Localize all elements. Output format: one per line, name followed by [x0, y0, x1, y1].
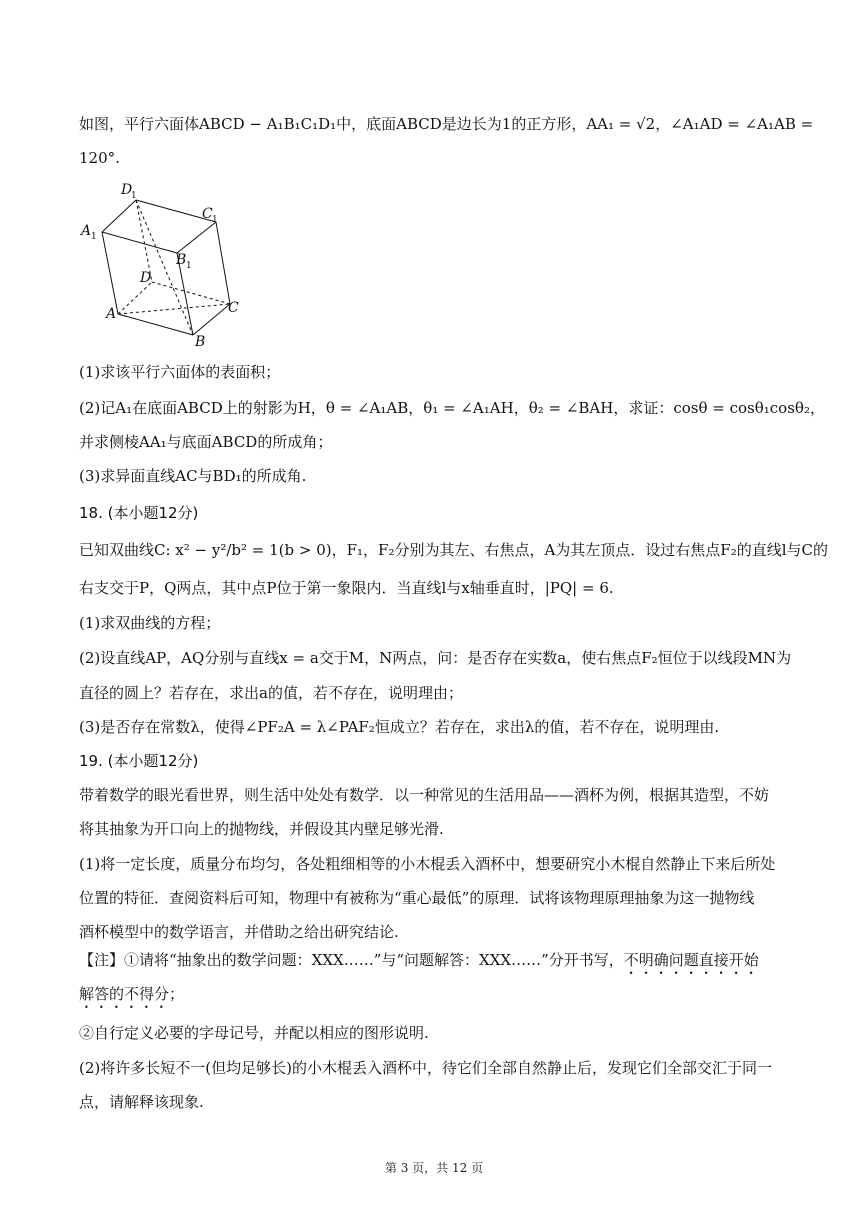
- q19-part1-line2: 位置的特征．查阅资料后可知，物理中有被称为“重心最低”的原理．试将该物理原理抽象为这一抛物线: [79, 889, 755, 907]
- q19-heading: 19. (本小题12分): [79, 752, 199, 770]
- q19-part2-line2: 点，请解释该现象.: [79, 1093, 204, 1111]
- label-A1-sub: 1: [91, 232, 97, 242]
- q19-line1: 带着数学的眼光看世界，则生活中处处有数学．以一种常见的生活用品——酒杯为例，根据其造型，不妨: [79, 786, 770, 804]
- q18-part2-line1: (2)设直线AP，AQ分别与直线x = a交于M，N两点，问：是否存在实数a，使右焦点F₂恒位于以线段MN为: [79, 649, 792, 667]
- q17-part3: (3)求异面直线AC与BD₁的所成角.: [79, 467, 307, 485]
- parallelepiped-figure: [78, 178, 253, 350]
- label-D1: D: [121, 182, 133, 198]
- q17-intro-line2: 120°.: [79, 149, 120, 167]
- label-B1: B: [176, 252, 187, 268]
- label-D: D: [140, 270, 152, 286]
- q18-heading: 18. (本小题12分): [79, 504, 199, 522]
- q18-part2-line2: 直径的圆上？若存在，求出a的值，若不存在，说明理由；: [79, 684, 463, 702]
- label-B: B: [195, 334, 206, 350]
- q17-intro-line1: 如图，平行六面体ABCD − A₁B₁C₁D₁中，底面ABCD是边长为1的正方形，AA₁ = √2，∠A₁AD = ∠A₁AB =: [79, 115, 814, 133]
- q19-part2-line1: (2)将许多长短不一(但均足够长)的小木棍丢入酒杯中，待它们全部自然静止后，发现它们全部交汇于同一: [79, 1059, 772, 1077]
- label-A: A: [106, 306, 117, 322]
- q18-part3: (3)是否存在常数λ，使得∠PF₂A = λ∠PAF₂恒成立？若存在，求出λ的值，若不存在，说明理由.: [79, 718, 720, 736]
- label-D1-sub: 1: [131, 191, 137, 201]
- label-A1: A: [81, 223, 92, 239]
- q19-note-line2: [79, 984, 184, 1012]
- q18-line1: 已知双曲线C: x² − y²/b² = 1(b > 0)，F₁，F₂分别为其左、右焦点，A为其左顶点．设过右焦点F₂的直线l与C的: [79, 541, 829, 559]
- q17-part2-line2: 并求侧棱AA₁与底面ABCD的所成角；: [79, 433, 333, 451]
- q19-note-line1: [79, 950, 759, 978]
- label-C: C: [228, 300, 239, 316]
- label-C1-sub: 1: [212, 215, 218, 225]
- q19-line2: 将其抽象为开口向上的抛物线，并假设其内壁足够光滑.: [79, 820, 444, 838]
- q18-line2: 右支交于P，Q两点，其中点P位于第一象限内．当直线l与x轴垂直时，|PQ| = 6.: [79, 579, 614, 597]
- q17-part1: (1)求该平行六面体的表面积；: [79, 363, 281, 381]
- q19-note2: ②自行定义必要的字母记号，并配以相应的图形说明.: [79, 1024, 429, 1042]
- q19-part1-line3: 酒杯模型中的数学语言，并借助之给出研究结论.: [79, 923, 399, 941]
- label-C1: C: [202, 206, 213, 222]
- page-footer: 第 3 页，共 12 页: [384, 1161, 484, 1175]
- q19-note-end: ；: [169, 985, 185, 1003]
- label-B1-sub: 1: [186, 261, 192, 271]
- q17-part2-line1: (2)记A₁在底面ABCD上的射影为H，θ = ∠A₁AB，θ₁ = ∠A₁AH，θ₂ = ∠BAH，求证：cosθ = cosθ₁cosθ₂，: [79, 399, 825, 417]
- q19-note-prefix: 【注】①请将“抽象出的数学问题：XXX……”与“问题解答：XXX……”分开书写，: [79, 951, 624, 969]
- q19-note-emphasis-2: 解答的不得分: [79, 985, 170, 1003]
- q19-part1-line1: (1)将一定长度，质量分布均匀，各处粗细相等的小木棍丢入酒杯中，想要研究小木棍自然静止下来后所处: [79, 855, 776, 873]
- q19-note-emphasis-1: 不明确问题直接开始: [623, 951, 759, 969]
- q18-part1: (1)求双曲线的方程；: [79, 614, 221, 632]
